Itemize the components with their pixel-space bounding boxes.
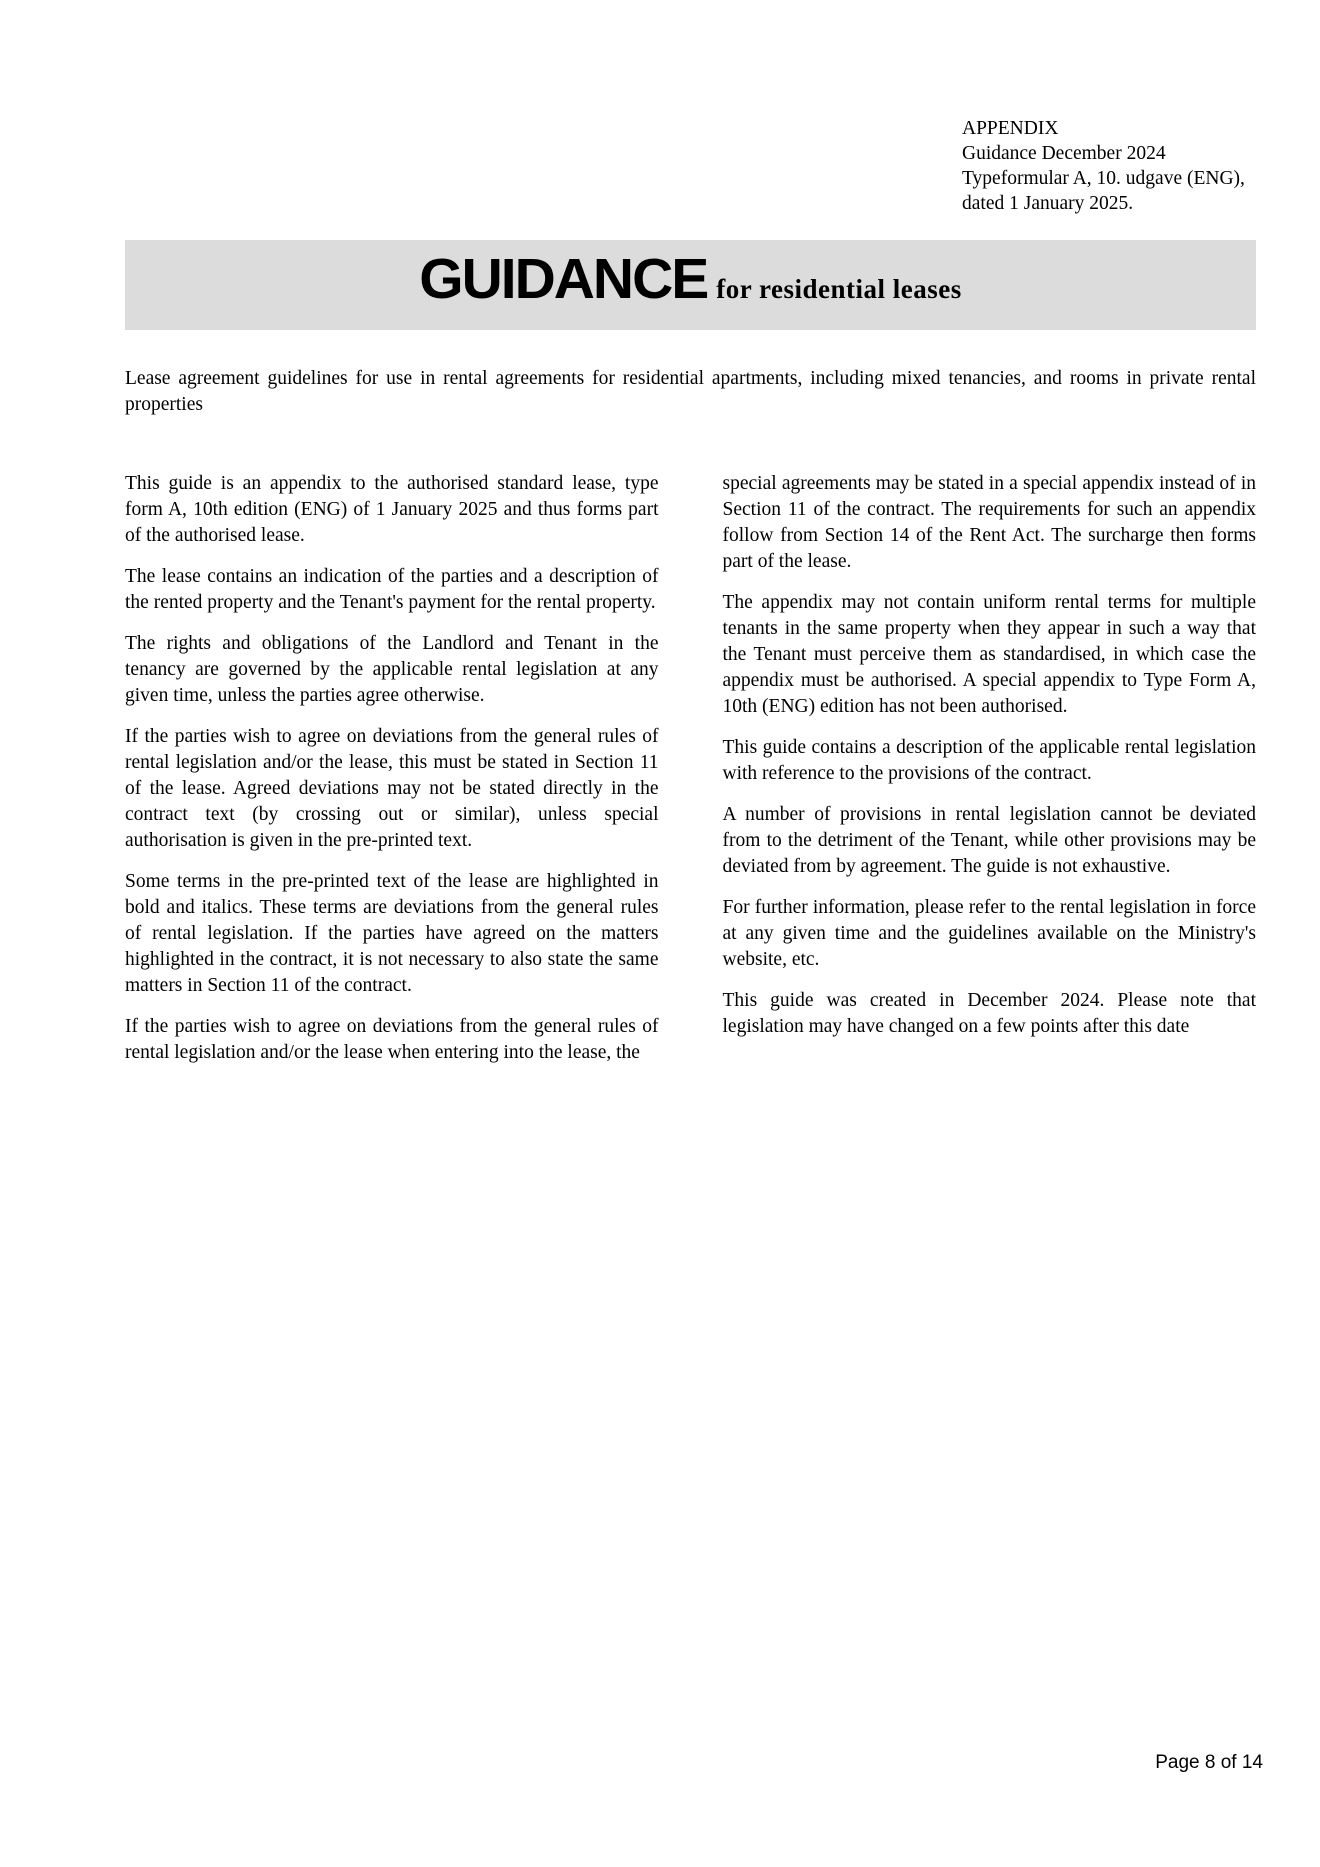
body-paragraph: The rights and obligations of the Landlord and Tenant in the tenancy are governed by the applicable rental legislation at any given time, unless the parties agree otherwise. <box>125 633 659 706</box>
body-paragraph: If the parties wish to agree on deviations from the general rules of rental legislation and/or the lease when entering into the lease, the <box>125 1016 659 1063</box>
appendix-header-line: dated 1 January 2025. <box>962 193 1134 214</box>
banner-subtitle: for residential leases <box>716 274 962 304</box>
appendix-header-line: Typeformular A, 10. udgave (ENG), <box>962 168 1245 189</box>
body-paragraph: This guide contains a description of the applicable rental legislation with reference to the provisions of the contract. <box>722 737 1256 784</box>
left-column <box>125 471 659 1081</box>
banner-title: GUIDANCE <box>419 247 708 311</box>
appendix-header-line: Guidance December 2024 <box>962 143 1166 164</box>
body-paragraph: A number of provisions in rental legislation cannot be deviated from to the detriment of the Tenant, while other provisions may be deviated from by agreement. The guide is not exhaustive. <box>722 804 1256 877</box>
body-paragraph: If the parties wish to agree on deviations from the general rules of rental legislation and/or the lease, this must be stated in Section 11 of the lease. Agreed deviations may not be stated directly in the contract text (by crossing out or similar), unless special authorisation is given in the pre-printed text. <box>125 726 659 851</box>
right-column <box>723 471 1257 1081</box>
appendix-header <box>962 116 1245 216</box>
page-number: Page 8 of 14 <box>1155 1752 1263 1773</box>
body-paragraph: This guide is an appendix to the authorised standard lease, type form A, 10th edition (ENG) of 1 January 2025 and thus forms part of the authorised lease. <box>125 473 659 546</box>
body-paragraph: special agreements may be stated in a special appendix instead of in Section 11 of the contract. The requirements for such an appendix follow from Section 14 of the Rent Act. The surcharge then forms part of the lease. <box>722 473 1256 572</box>
body-paragraph: This guide was created in December 2024. Please note that legislation may have changed on a few points after this date <box>722 990 1256 1037</box>
body-paragraph: The lease contains an indication of the parties and a description of the rented property and the Tenant's payment for the rental property. <box>125 566 659 613</box>
body-paragraph: Some terms in the pre-printed text of the lease are highlighted in bold and italics. These terms are deviations from the general rules of rental legislation. If the parties have agreed on the matters highlighted in the contract, it is not necessary to also state the same matters in Section 11 of the contract. <box>125 871 659 996</box>
appendix-header-line: APPENDIX <box>962 118 1059 139</box>
lead-paragraph: Lease agreement guidelines for use in rental agreements for residential apartments, including mixed tenancies, and rooms in private rental properties <box>125 368 1256 415</box>
title-banner <box>125 240 1256 330</box>
body-paragraph: For further information, please refer to the rental legislation in force at any given time and the guidelines available on the Ministry's website, etc. <box>722 897 1256 970</box>
body-paragraph: The appendix may not contain uniform rental terms for multiple tenants in the same property when they appear in such a way that the Tenant must perceive them as standardised, in which case the appendix must be authorised. A special appendix to Type Form A, 10th (ENG) edition has not been authorised. <box>722 592 1256 717</box>
body-columns <box>125 471 1256 1081</box>
